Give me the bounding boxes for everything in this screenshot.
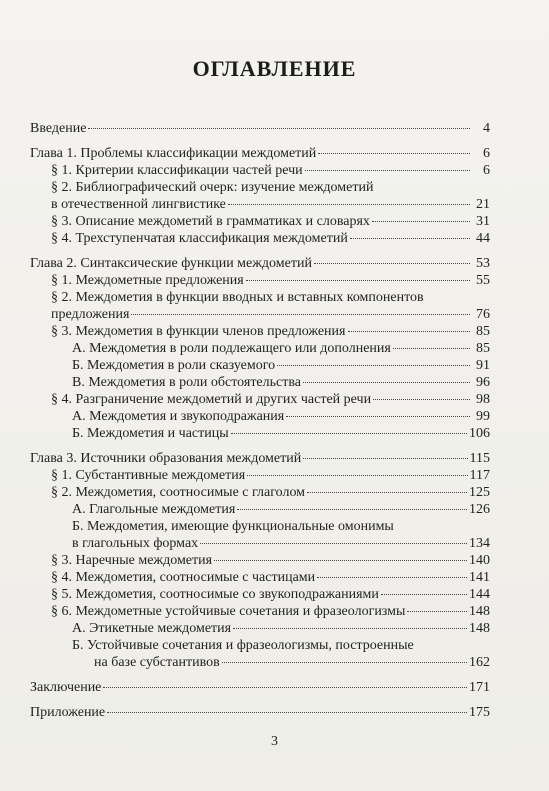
toc-entry[interactable] [30,603,490,620]
toc-entry-text: в глагольных формах [72,536,199,551]
toc-entry[interactable] [30,484,490,501]
dot-leader [372,221,470,222]
toc-entry-page: 99 [476,409,490,424]
toc-entry[interactable] [30,374,490,391]
dot-leader [131,314,470,315]
toc-entry[interactable] [30,162,490,179]
toc-entry-line [72,425,490,442]
toc-spacer [30,137,490,145]
toc-entry-page: 134 [469,536,490,551]
dot-leader [303,458,467,459]
dot-leader [407,611,467,612]
toc-entry-text: § 3. Наречные междометия [51,553,213,568]
toc-entry[interactable] [30,145,490,162]
toc-entry[interactable] [30,323,490,340]
toc-entry[interactable] [30,391,490,408]
dot-leader [103,687,467,688]
toc-entry[interactable] [30,179,490,213]
toc-entry[interactable] [30,230,490,247]
toc-entry[interactable] [30,272,490,289]
toc-entry-line [51,162,490,179]
toc-entry-text: § 2. Библиографический очерк: изучение междометий [51,180,374,195]
dot-leader [317,577,467,578]
toc-entry-text: Б. Междометия, имеющие функциональные омонимы [72,519,394,534]
toc-entry-page: 148 [469,604,490,619]
toc-entry-text: на базе субстантивов [94,655,220,670]
table-of-contents [30,120,490,721]
toc-entry-page: 115 [469,451,490,466]
toc-entry-line [30,145,490,162]
toc-entry-line [30,120,490,137]
toc-entry-page: 148 [469,621,490,636]
toc-entry[interactable] [30,620,490,637]
toc-entry-page: 21 [476,197,490,212]
toc-entry-line [51,586,490,603]
toc-entry-page: 76 [476,307,490,322]
toc-entry[interactable] [30,552,490,569]
toc-entry[interactable] [30,637,490,671]
toc-entry-text: в отечественной лингвистике [51,197,226,212]
toc-entry-page: 125 [469,485,490,500]
toc-entry-line [51,306,490,323]
dot-leader [350,238,470,239]
toc-entry[interactable] [30,569,490,586]
toc-entry-line [51,196,490,213]
toc-entry-page: 91 [476,358,490,373]
toc-spacer [30,696,490,704]
toc-entry-text: Б. Междометия и частицы [72,426,229,441]
toc-entry-line [72,340,490,357]
toc-entry[interactable] [30,213,490,230]
toc-entry-page: 4 [483,121,490,136]
toc-entry-page: 85 [476,341,490,356]
toc-entry[interactable] [30,518,490,552]
toc-entry-line [51,569,490,586]
dot-leader [228,204,470,205]
toc-entry-text: А. Глагольные междометия [72,502,236,517]
toc-entry-line [72,620,490,637]
toc-entry-line [72,357,490,374]
toc-entry-text: А. Междометия и звукоподражания [72,409,285,424]
toc-entry-page: 140 [469,553,490,568]
dot-leader [286,416,470,417]
toc-entry-page: 106 [469,426,490,441]
toc-entry-line [72,408,490,425]
toc-spacer [30,247,490,255]
toc-entry-page: 85 [476,324,490,339]
toc-entry-page: 31 [476,214,490,229]
toc-spacer [30,671,490,679]
toc-entry[interactable] [30,679,490,696]
toc-entry-line [51,552,490,569]
toc-entry-page: 6 [483,146,490,161]
toc-entry-text: В. Междометия в роли обстоятельства [72,375,301,390]
toc-entry-line [51,484,490,501]
toc-entry-text: § 3. Междометия в функции членов предложения [51,324,346,339]
dot-leader [107,712,467,713]
toc-entry-text: § 1. Междометные предложения [51,273,244,288]
dot-leader [231,433,467,434]
toc-entry-line [51,323,490,340]
toc-entry[interactable] [30,501,490,518]
dot-leader [214,560,467,561]
toc-entry[interactable] [30,450,490,467]
toc-entry-text: § 4. Междометия, соотносимые с частицами [51,570,316,585]
toc-entry-text: А. Этикетные междометия [72,621,232,636]
toc-entry[interactable] [30,289,490,323]
toc-entry-page: 96 [476,375,490,390]
dot-leader [200,543,467,544]
toc-entry[interactable] [30,704,490,721]
toc-entry-page: 44 [476,231,490,246]
toc-entry-text: А. Междометия в роли подлежащего или дополнения [72,341,391,356]
dot-leader [305,170,470,171]
toc-entry-line [51,603,490,620]
toc-entry-text: § 5. Междометия, соотносимые со звукоподражаниями [51,587,379,602]
toc-entry-text: § 2. Междометия, соотносимые с глаголом [51,485,306,500]
toc-entry-line [72,374,490,391]
dot-leader [246,280,470,281]
toc-entry-page: 144 [469,587,490,602]
toc-entry-line [51,272,490,289]
toc-entry[interactable] [30,586,490,603]
toc-entry-page: 55 [476,273,490,288]
toc-entry-page: 175 [469,705,490,720]
toc-entry-page: 126 [469,502,490,517]
toc-entry-text: Введение [30,121,87,136]
toc-entry-text: § 4. Разграничение междометий и других частей речи [51,392,372,407]
toc-entry-page: 6 [483,163,490,178]
toc-entry[interactable] [30,340,490,357]
toc-entry-text: Приложение [30,705,106,720]
toc-entry-line [51,391,490,408]
toc-entry-text: Б. Междометия в роли сказуемого [72,358,276,373]
toc-entry[interactable] [30,357,490,374]
toc-entry-page: 117 [469,468,490,483]
toc-entry-line [51,467,490,484]
toc-entry[interactable] [30,425,490,442]
dot-leader [373,399,470,400]
toc-entry[interactable] [30,255,490,272]
toc-entry-text: Глава 1. Проблемы классификации междометий [30,146,317,161]
toc-entry-line [30,679,490,696]
toc-entry-line [72,654,490,671]
dot-leader [277,365,470,366]
toc-title: ОГЛАВЛЕНИЕ [192,56,357,81]
toc-entry-page: 141 [469,570,490,585]
toc-entry-text: предложения [51,307,130,322]
toc-entry-text: § 2. Междометия в функции вводных и вставных компонентов [51,290,424,305]
dot-leader [303,382,470,383]
dot-leader [318,153,470,154]
toc-entry-text: § 3. Описание междометий в грамматиках и словарях [51,214,370,229]
toc-spacer [30,442,490,450]
toc-entry-page: 98 [476,392,490,407]
toc-entry-line [72,501,490,518]
toc-entry-text: Б. Устойчивые сочетания и фразеологизмы, построенные [72,638,414,653]
dot-leader [314,263,470,264]
dot-leader [381,594,467,595]
toc-entry[interactable] [30,120,490,137]
toc-entry[interactable] [30,467,490,484]
toc-entry-text: § 4. Трехступенчатая классификация междометий [51,231,348,246]
dot-leader [393,348,470,349]
dot-leader [247,475,467,476]
dot-leader [307,492,467,493]
toc-entry-line [30,255,490,272]
dot-leader [222,662,467,663]
toc-entry-line [30,704,490,721]
dot-leader [237,509,467,510]
toc-entry-page: 162 [469,655,490,670]
toc-entry-text: § 1. Субстантивные междометия [51,468,246,483]
page-number: 3 [271,734,278,749]
toc-entry-line [51,230,490,247]
toc-entry-text: Глава 2. Синтаксические функции междометий [30,256,312,271]
toc-entry-text: § 1. Критерии классификации частей речи [51,163,303,178]
toc-entry-line [30,450,490,467]
toc-entry-page: 53 [476,256,490,271]
toc-entry-text: Глава 3. Источники образования междометий [30,451,302,466]
toc-entry-text: § 6. Междометные устойчивые сочетания и фразеологизмы [51,604,406,619]
dot-leader [233,628,467,629]
toc-entry-line [51,213,490,230]
dot-leader [348,331,471,332]
toc-entry-text: Заключение [30,680,102,695]
dot-leader [88,128,470,129]
toc-entry-line [72,535,490,552]
toc-entry[interactable] [30,408,490,425]
toc-entry-page: 171 [469,680,490,695]
